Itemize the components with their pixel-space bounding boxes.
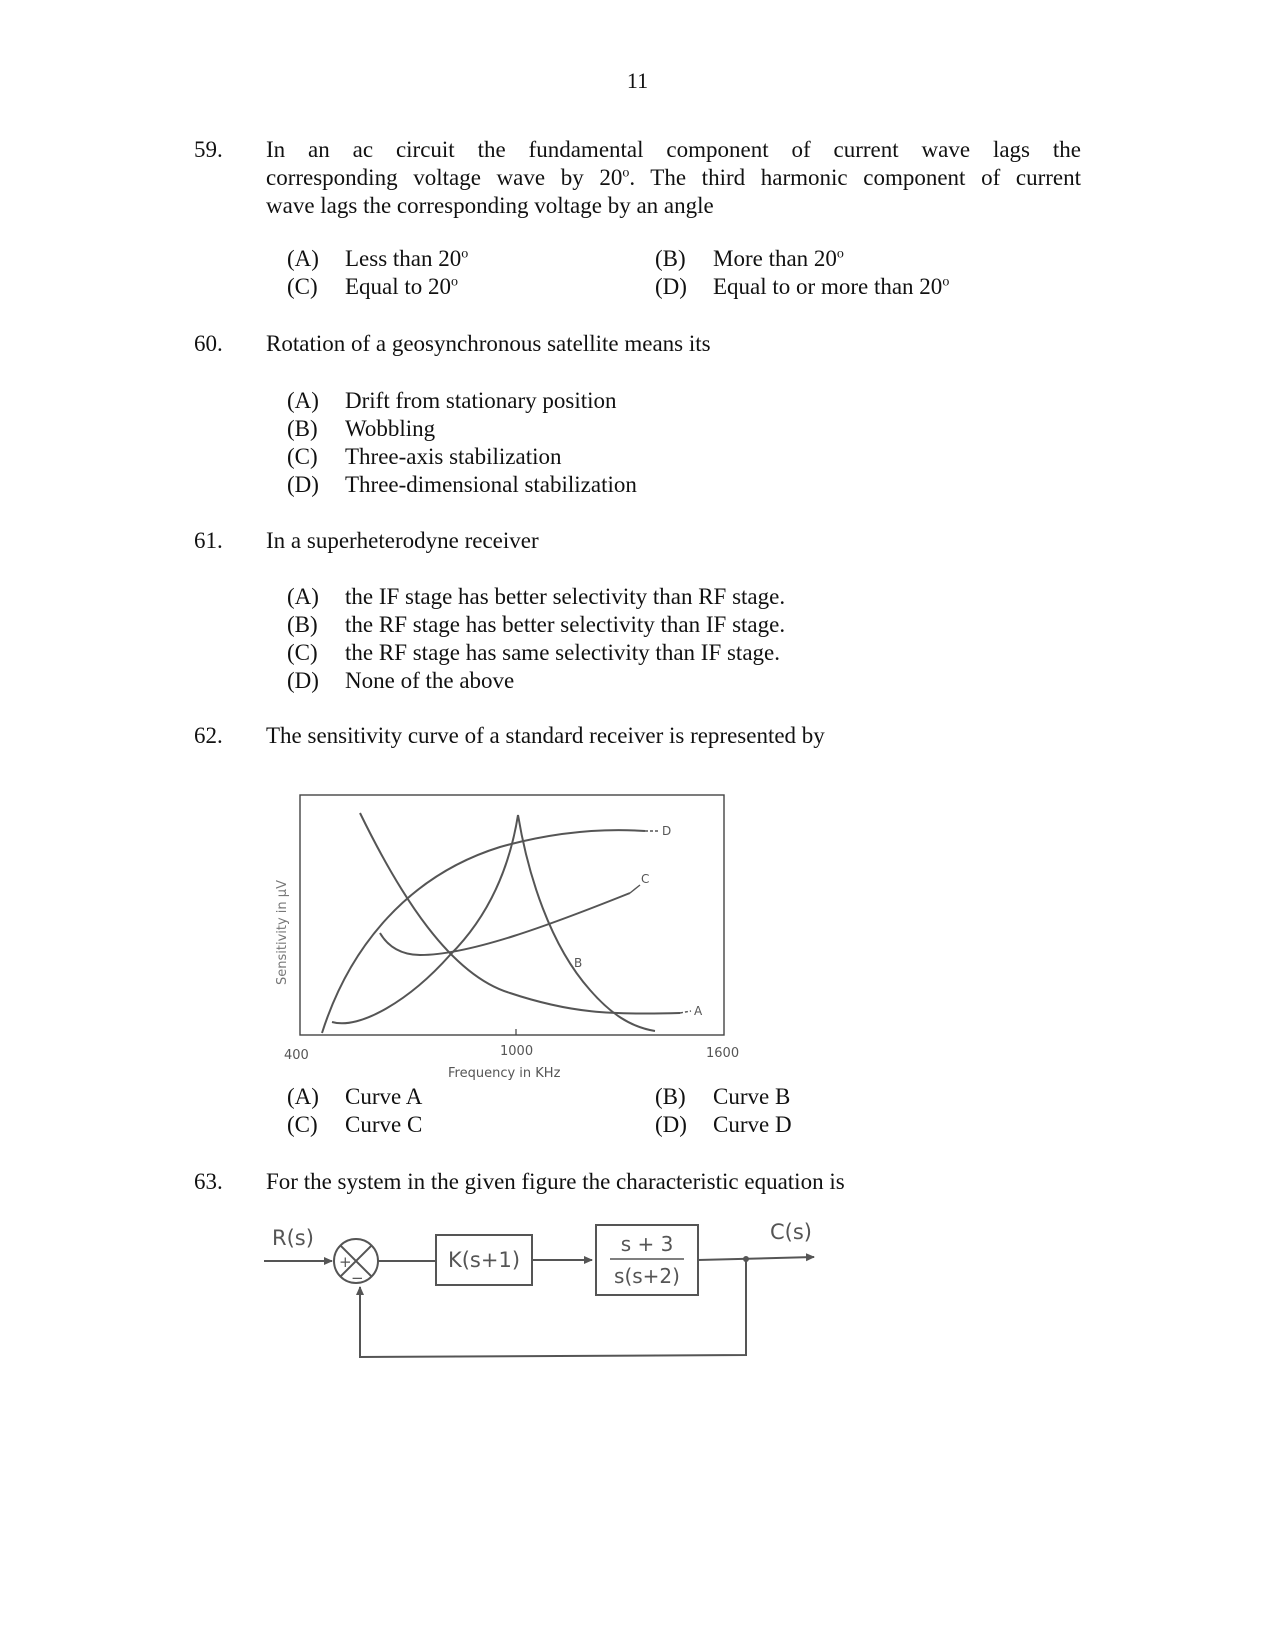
question-text: In a superheterodyne receiver: [266, 528, 539, 553]
curve-c-leader: [630, 885, 640, 893]
option-label: (C): [287, 640, 318, 665]
question-text: Rotation of a geosynchronous satellite means its: [266, 331, 711, 356]
x-tick-1600: 1600: [706, 1046, 740, 1061]
degree-sup: o: [942, 274, 950, 290]
text-segment: . The third harmonic component of current: [629, 165, 1081, 190]
option-text: Three-dimensional stabilization: [345, 472, 637, 497]
option-text: Drift from stationary position: [345, 388, 617, 413]
option-62-b[interactable]: [655, 1083, 790, 1111]
output-label: C(s): [770, 1220, 812, 1244]
question-number: 61.: [194, 528, 223, 553]
option-text: Wobbling: [345, 416, 436, 441]
question-number: 59.: [194, 137, 223, 162]
curve-b: [332, 815, 655, 1031]
option-label: (A): [287, 246, 319, 271]
option-label: (C): [287, 274, 318, 299]
option-62-c[interactable]: [287, 1111, 422, 1139]
degree-sup: o: [836, 246, 844, 262]
x-tick-1000: 1000: [500, 1044, 534, 1059]
option-61-a[interactable]: [287, 583, 785, 611]
curve-label-a: A: [694, 1004, 703, 1018]
option-61-c[interactable]: [287, 639, 780, 667]
option-label: (B): [287, 416, 318, 441]
question-number: 62.: [194, 723, 223, 748]
option-60-b[interactable]: [287, 415, 435, 443]
option-text: Three-axis stabilization: [345, 444, 562, 469]
option-text: Less than 20: [345, 246, 462, 271]
option-59-a[interactable]: [287, 245, 468, 273]
question-text-line: [266, 164, 1081, 192]
input-label: R(s): [272, 1226, 314, 1250]
y-axis-label: Sensitivity in µV: [275, 880, 290, 985]
option-label: (B): [655, 1084, 686, 1109]
curve-label-d: D: [662, 824, 672, 838]
question-text: [266, 136, 1081, 220]
option-label: (B): [287, 612, 318, 637]
curve-d: [322, 830, 645, 1033]
curve-label-b: B: [574, 956, 583, 970]
option-62-d[interactable]: [655, 1111, 792, 1139]
option-label: (D): [655, 274, 687, 299]
question-number: 60.: [194, 331, 223, 356]
option-label: (A): [287, 1084, 319, 1109]
block-plant-denominator: s(s+2): [614, 1264, 680, 1288]
option-60-d[interactable]: [287, 471, 637, 499]
option-label: (A): [287, 388, 319, 413]
option-text: Curve D: [713, 1112, 792, 1137]
option-text: Equal to 20: [345, 274, 452, 299]
option-label: (A): [287, 584, 319, 609]
option-60-c[interactable]: [287, 443, 562, 471]
degree-sup: o: [461, 246, 469, 262]
option-text: Curve B: [713, 1084, 791, 1109]
curve-c: [380, 893, 630, 955]
block-diagram: [260, 1215, 860, 1415]
x-tick-400: 400: [284, 1048, 309, 1063]
option-59-d[interactable]: [655, 273, 949, 301]
block-gain-label: K(s+1): [447, 1248, 521, 1272]
plus-sign: +: [339, 1253, 352, 1271]
option-label: (C): [287, 444, 318, 469]
option-61-d[interactable]: [287, 667, 514, 695]
option-text: the IF stage has better selectivity than RF stage.: [345, 584, 786, 609]
x-axis-label: Frequency in KHz: [448, 1066, 561, 1081]
option-text: More than 20: [713, 246, 837, 271]
degree-sup: o: [451, 274, 459, 290]
option-text: Curve C: [345, 1112, 423, 1137]
curve-a: [360, 813, 680, 1014]
option-label: (C): [287, 1112, 318, 1137]
option-label: (D): [287, 472, 319, 497]
curve-label-c: C: [641, 872, 650, 886]
question-text-line: wave lags the corresponding voltage by an angle: [266, 193, 714, 218]
option-60-a[interactable]: [287, 387, 617, 415]
option-label: (B): [655, 246, 686, 271]
question-text-line: In an ac circuit the fundamental component of current wave lags the: [266, 137, 1081, 162]
curve-a-leader: [680, 1011, 691, 1013]
option-text: Curve A: [345, 1084, 423, 1109]
question-number: 63.: [194, 1169, 223, 1194]
option-text: the RF stage has better selectivity than IF stage.: [345, 612, 786, 637]
option-text: Equal to or more than 20: [713, 274, 943, 299]
block-plant-numerator: s + 3: [620, 1232, 674, 1256]
minus-sign: −: [351, 1269, 364, 1287]
text-segment: corresponding voltage wave by 20: [266, 165, 623, 190]
option-59-c[interactable]: [287, 273, 458, 301]
option-59-b[interactable]: [655, 245, 844, 273]
option-62-a[interactable]: [287, 1083, 422, 1111]
option-label: (D): [655, 1112, 687, 1137]
degree-sup: o: [622, 165, 630, 181]
option-text: None of the above: [345, 668, 515, 693]
option-61-b[interactable]: [287, 611, 785, 639]
question-text: The sensitivity curve of a standard receiver is represented by: [266, 723, 825, 748]
output-arrow: [698, 1257, 814, 1260]
question-text: For the system in the given figure the characteristic equation is: [266, 1169, 845, 1194]
page-number: 11: [626, 68, 649, 93]
sensitivity-curve-figure: [270, 785, 750, 1095]
plot-frame: [300, 795, 724, 1035]
option-text: the RF stage has same selectivity than IF stage.: [345, 640, 780, 665]
option-label: (D): [287, 668, 319, 693]
